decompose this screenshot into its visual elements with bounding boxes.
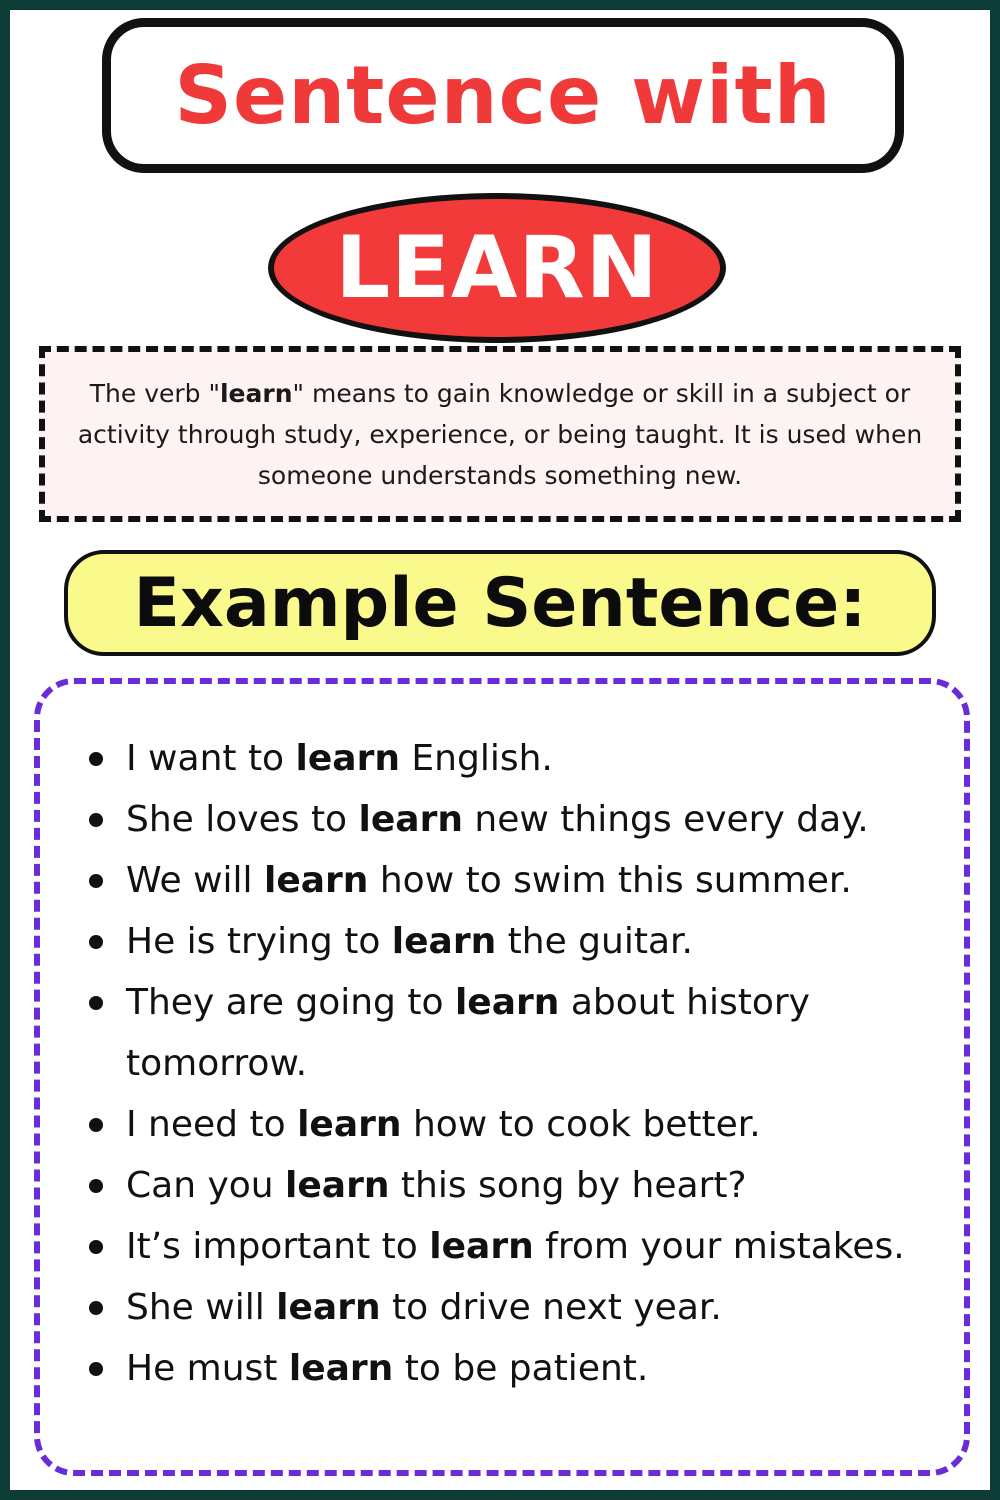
example-keyword: learn — [276, 1287, 381, 1328]
example-before: She loves to — [126, 799, 359, 840]
definition-before: The verb " — [89, 378, 220, 408]
examples-heading-box — [64, 550, 936, 656]
word-badge — [268, 193, 726, 343]
example-item — [40, 1155, 964, 1216]
example-item — [40, 911, 964, 972]
bullet-icon — [89, 813, 103, 827]
example-after: the guitar. — [496, 921, 693, 962]
example-item — [40, 850, 964, 911]
page-title: Sentence with — [174, 49, 832, 142]
example-before: She will — [126, 1287, 277, 1328]
example-keyword: learn — [391, 921, 497, 962]
example-keyword: learn — [454, 982, 560, 1023]
definition-text — [45, 373, 955, 496]
example-after: from your mistakes. — [533, 1226, 905, 1267]
example-before: I need to — [126, 1104, 298, 1145]
example-before: It’s important to — [126, 1226, 430, 1267]
examples-box — [34, 678, 970, 1476]
example-after: new things every day. — [462, 799, 869, 840]
example-before: I want to — [126, 738, 296, 779]
examples-heading: Example Sentence: — [133, 563, 867, 643]
example-item — [40, 1216, 964, 1277]
example-item — [40, 728, 964, 789]
example-after: to be patient. — [393, 1348, 649, 1389]
example-after: how to cook better. — [401, 1104, 761, 1145]
example-after: how to swim this summer. — [368, 860, 852, 901]
example-before: They are going to — [126, 982, 455, 1023]
bullet-icon — [89, 1179, 103, 1193]
examples-list — [40, 728, 964, 1399]
example-keyword: learn — [297, 1104, 402, 1145]
example-before: He must — [126, 1348, 289, 1389]
example-keyword: learn — [429, 1226, 534, 1267]
example-item — [40, 1277, 964, 1338]
example-after: to drive next year. — [380, 1287, 722, 1328]
bullet-icon — [89, 1362, 103, 1376]
example-after: this song by heart? — [389, 1165, 747, 1206]
bullet-icon — [89, 1118, 103, 1132]
definition-box — [39, 346, 961, 522]
bullet-icon — [89, 935, 103, 949]
bullet-icon — [89, 996, 103, 1010]
word-label: LEARN — [335, 218, 659, 318]
definition-after: " means to gain knowledge or skill in a subject or activity through study, experience, or being taught. It is used when someone understands something new. — [77, 378, 923, 490]
example-item — [40, 972, 964, 1094]
example-keyword: learn — [263, 860, 369, 901]
example-keyword: learn — [358, 799, 463, 840]
example-keyword: learn — [295, 738, 400, 779]
example-before: He is trying to — [126, 921, 392, 962]
example-keyword: learn — [288, 1348, 394, 1389]
bullet-icon — [89, 1240, 103, 1254]
bullet-icon — [89, 752, 103, 766]
definition-keyword: learn — [219, 378, 293, 408]
example-before: We will — [126, 860, 264, 901]
example-keyword: learn — [285, 1165, 390, 1206]
title-box — [102, 18, 904, 173]
bullet-icon — [89, 1301, 103, 1315]
example-after: about history tomorrow. — [126, 982, 810, 1084]
example-before: Can you — [126, 1165, 286, 1206]
example-after: English. — [399, 738, 553, 779]
bullet-icon — [89, 874, 103, 888]
example-item — [40, 1338, 964, 1399]
worksheet-page — [10, 10, 990, 1490]
example-item — [40, 789, 964, 850]
example-item — [40, 1094, 964, 1155]
